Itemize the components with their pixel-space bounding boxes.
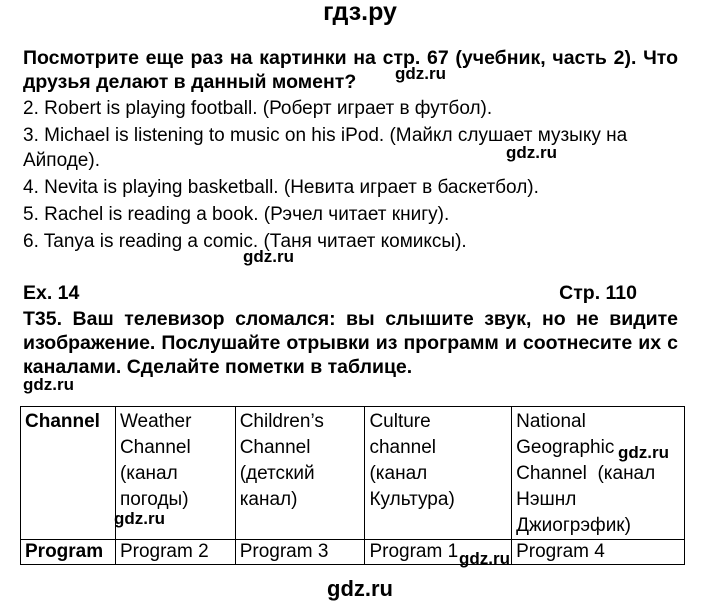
answer-line: 2. Robert is playing football. (Роберт играет в футбол). bbox=[23, 98, 493, 119]
exercise-label: Ex. 14 bbox=[23, 282, 80, 304]
cell-line: Нэшнл bbox=[516, 489, 577, 510]
cell-line: National bbox=[516, 411, 586, 432]
cell-line: Channel (канал bbox=[516, 463, 656, 484]
watermark: gdz.ru bbox=[506, 143, 557, 162]
answer-line: 5. Rachel is reading a book. (Рэчел читает книгу). bbox=[23, 204, 450, 225]
answer-line: 6. Tanya is reading a comic. (Таня читает комиксы). bbox=[23, 231, 467, 252]
watermark: gdz.ru bbox=[395, 64, 446, 83]
watermark: gdz.ru bbox=[243, 247, 294, 266]
watermark: gdz.ru bbox=[23, 375, 74, 394]
channel-cell bbox=[512, 407, 685, 540]
watermark: gdz.ru bbox=[459, 549, 510, 568]
task-line-1: Посмотрите еще раз на картинки на стр. 67 (учебник, часть 2). Что bbox=[23, 47, 678, 69]
cell-line: (канал bbox=[369, 463, 428, 484]
channel-table bbox=[20, 406, 685, 565]
program-header: Program bbox=[21, 540, 116, 565]
answer-line: 4. Nevita is playing basketball. (Невита играет в баскетбол). bbox=[23, 177, 539, 198]
task-line-2: друзья делают в данный момент? bbox=[23, 71, 357, 93]
cell-line: погоды) bbox=[119, 489, 189, 510]
watermark: gdz.ru bbox=[114, 509, 165, 528]
task2-line-2: изображение. Послушайте отрывки из программ и соотнесите их с bbox=[23, 332, 678, 354]
channel-header: Channel bbox=[21, 407, 116, 540]
cell-line: Channel bbox=[239, 437, 311, 458]
cell-line: Channel bbox=[119, 437, 191, 458]
table-row bbox=[21, 540, 685, 565]
site-title: гдз.ру bbox=[323, 0, 397, 26]
answer-line: Айподе). bbox=[23, 150, 100, 171]
page-reference: Стр. 110 bbox=[559, 282, 637, 304]
cell-line: канал) bbox=[239, 489, 298, 510]
cell-line: (канал bbox=[119, 463, 178, 484]
cell-line: Weather bbox=[119, 411, 192, 432]
cell-line: Children’s bbox=[239, 411, 324, 432]
watermark: gdz.ru bbox=[618, 443, 669, 462]
channel-cell bbox=[235, 407, 365, 540]
cell-line: (детский bbox=[239, 463, 315, 484]
program-cell: Program 4 bbox=[512, 540, 685, 565]
task2-line-3: каналами. Сделайте пометки в таблице. bbox=[23, 356, 413, 378]
cell-line: Культура) bbox=[369, 489, 455, 510]
answer-line: 3. Michael is listening to music on his iPod. (Майкл слушает музыку на bbox=[23, 125, 628, 146]
channel-cell bbox=[365, 407, 512, 540]
cell-line: Geographic bbox=[516, 437, 615, 458]
cell-line: Джиогрэфик) bbox=[516, 515, 631, 536]
program-cell: Program 3 bbox=[235, 540, 365, 565]
task-instruction bbox=[23, 46, 678, 94]
cell-line: channel bbox=[369, 437, 437, 458]
footer-site-name: gdz.ru bbox=[327, 576, 393, 601]
cell-line: Culture bbox=[369, 411, 431, 432]
program-cell: Program 1 bbox=[365, 540, 512, 565]
task2-line-1: Т35. Ваш телевизор сломался: вы слышите звук, но не видите bbox=[23, 308, 678, 330]
program-cell: Program 2 bbox=[115, 540, 235, 565]
task2-instruction bbox=[23, 307, 678, 379]
